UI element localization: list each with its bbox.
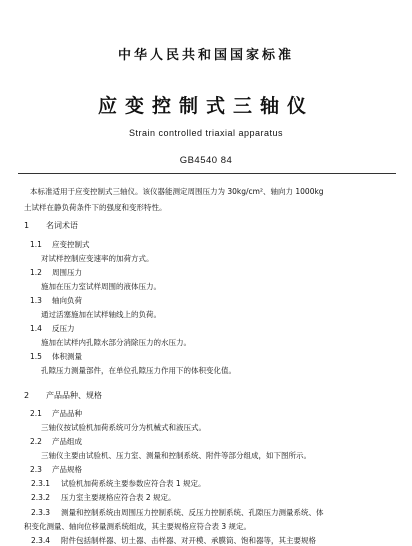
- horizontal-rule: [18, 173, 396, 174]
- section-number: 2.3: [30, 465, 42, 474]
- section-line: [41, 310, 161, 320]
- section-text: 应变控制式: [52, 240, 90, 249]
- section-number: 2.2: [30, 437, 42, 446]
- national-standard-header: 中华人民共和国国家标准: [117, 48, 294, 63]
- section-text: 施加在压力室试样周围的液体压力。: [41, 282, 161, 291]
- section-line: [31, 536, 316, 546]
- section-number: 2.3.2: [31, 493, 51, 502]
- section-line: [30, 268, 82, 278]
- section-text: 施加在试样内孔隙水部分消除压力的水压力。: [41, 338, 191, 347]
- section-text: 产品品种、规格: [46, 391, 102, 400]
- section-line: [24, 391, 102, 401]
- document-title: 应变控制式三轴仪: [97, 95, 314, 117]
- section-number: 1: [24, 221, 30, 230]
- section-line: [41, 282, 161, 292]
- section-line: [30, 324, 75, 334]
- section-text: 周围压力: [52, 268, 82, 277]
- section-line: [41, 254, 154, 264]
- section-text: 通过活塞施加在试样轴线上的负荷。: [41, 310, 161, 319]
- section-text: 产品品种: [52, 409, 82, 418]
- section-text: 积变化测量、轴向位移量测系统组成，其主要规格应符合表 3 规定。: [24, 522, 252, 531]
- section-line: [24, 522, 251, 532]
- section-text: 三轴仪主要由试验机、压力室、测量和控制系统、附件等部分组成，如下图所示。: [41, 451, 311, 460]
- section-line: [30, 437, 82, 447]
- section-line: [41, 366, 236, 376]
- section-text: 名词术语: [46, 221, 78, 230]
- section-line: [41, 451, 311, 461]
- section-text: 反压力: [52, 324, 75, 333]
- section-number: 2.3.3: [31, 508, 51, 517]
- section-number: 1.3: [30, 296, 42, 305]
- section-text: 压力室主要规格应符合表 2 规定。: [61, 493, 176, 502]
- section-text: 三轴仪按试验机加荷系统可分为机械式和液压式。: [41, 423, 206, 432]
- section-number: 2.1: [30, 409, 42, 418]
- section-number: 1.5: [30, 352, 42, 361]
- section-text: 对试样控制应变速率的加荷方式。: [41, 254, 154, 263]
- section-text: 体积测量: [52, 352, 82, 361]
- section-number: 1.2: [30, 268, 42, 277]
- intro-line: 土试样在静负荷条件下的强度和变形特性。: [24, 203, 167, 212]
- section-text: 产品规格: [52, 465, 82, 474]
- section-text: 轴向负荷: [52, 296, 82, 305]
- section-text: 测量和控制系统由周围压力控制系统、反压力控制系统、孔隙压力测量系统、体: [61, 508, 324, 517]
- section-text: 孔隙压力测量部件，在单位孔隙压力作用下的体积变化值。: [41, 366, 236, 375]
- section-line: [30, 409, 82, 419]
- section-line: [31, 493, 176, 503]
- section-text: 附件包括制样器、切土器、击样器、对开模、承膜筒、饱和器等，其主要规格: [61, 536, 316, 545]
- section-number: 1.1: [30, 240, 42, 249]
- english-subtitle: Strain controlled triaxial apparatus: [128, 128, 284, 138]
- section-line: [30, 352, 82, 362]
- section-line: [41, 423, 206, 433]
- section-number: 1.4: [30, 324, 42, 333]
- section-line: [30, 240, 90, 250]
- section-line: [30, 296, 82, 306]
- section-text: 试验机加荷系统主要参数应符合表 1 规定。: [61, 479, 206, 488]
- section-line: [24, 221, 78, 231]
- section-line: [41, 338, 191, 348]
- intro-paragraph: [24, 184, 398, 216]
- section-number: 2: [24, 391, 30, 400]
- section-number: 2.3.1: [31, 479, 51, 488]
- section-line: [31, 508, 324, 518]
- standard-number: GB4540 84: [179, 155, 233, 166]
- section-text: 产品组成: [52, 437, 82, 446]
- section-number: 2.3.4: [31, 536, 51, 545]
- section-line: [30, 465, 82, 475]
- section-line: [31, 479, 206, 489]
- intro-line: 本标准适用于应变控制式三轴仪。该仪器能测定周围压力为 30kg/cm²、轴向力 1000kg: [30, 187, 324, 196]
